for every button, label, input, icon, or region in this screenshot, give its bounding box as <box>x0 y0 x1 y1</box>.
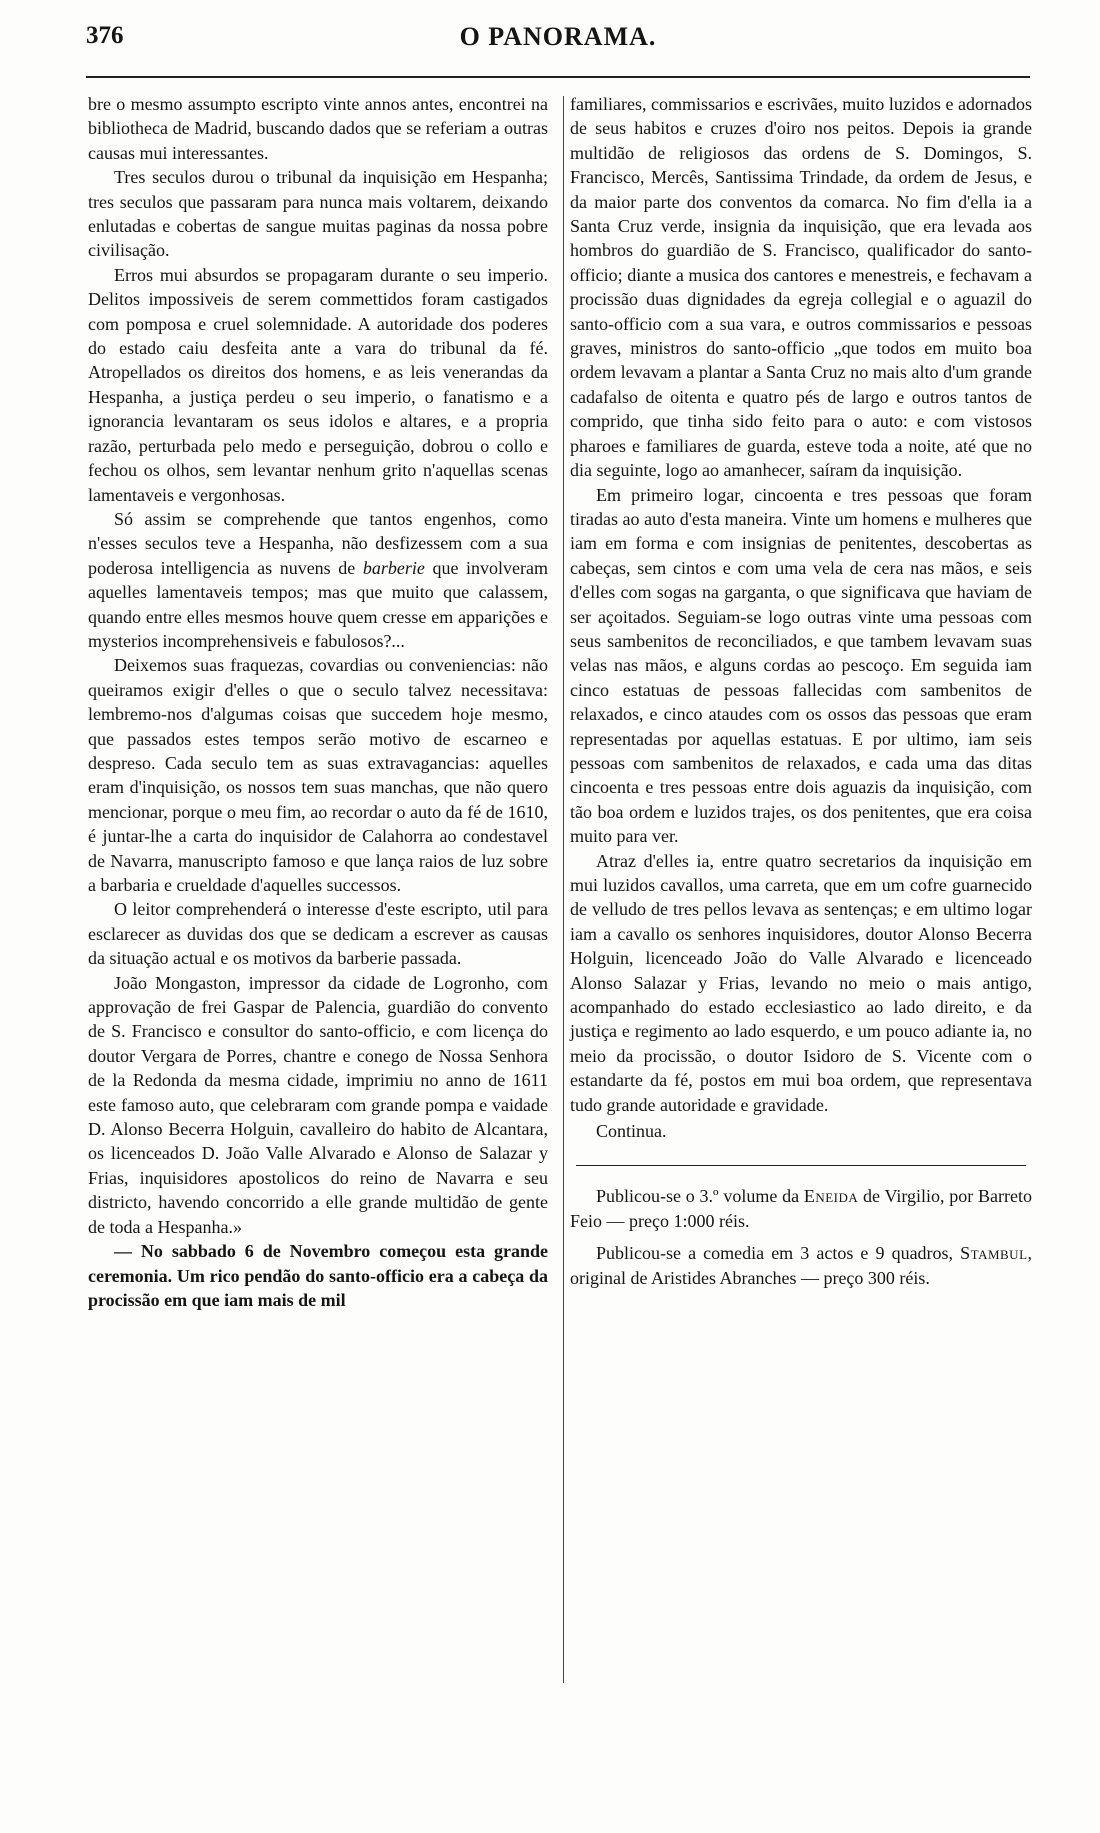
paragraph: Erros mui absurdos se propagaram durante o seu imperio. Delitos impossiveis de serem commettidos foram castigados com pomposa e cruel solemnidade. A autoridade dos poderes do estado caiu desfeita ante a vara do tribunal da fé. Atropellados os direitos dos homens, e as leis venerandas da Hespanha, a justiça perdeu o seu imperio, o fanatismo e a ignorancia levantaram os seus idolos e altares, e a propria razão, perturbada pelo medo e perseguição, dobrou o collo e fechou os olhos, sem levantar nenhum grito n'aquellas scenas lamentaveis e vergonhosas. <box>88 264 548 505</box>
paragraph: Em primeiro logar, cincoenta e tres pessoas que foram tiradas ao auto d'esta maneira. Vinte um homens e mulheres que iam em forma e com insignias de penitentes, descobertas as cabeças, sem cintos e com uma vela de cera nas mãos, e seis d'elles com sogas na garganta, o que significava que haviam de ser açoitados. Seguiam-se logo outras vinte uma pessoas com seus sambenitos de reconciliados, e que tambem levavam suas velas nas mãos, e alguns cordas ao pescoço. Em seguida iam cinco estatuas de pessoas fallecidas com sambenitos de relaxados, e cinco ataudes com os ossos das pessoas que eram representadas por aquellas estatuas. E por ultimo, iam seis pessoas com sambenitos de relaxados, e cada uma das ditas cincoenta e tres pessoas entre dois aguazis da inquisição, com tão boa ordem e luzidos trajes, os dos penitentes, que era coisa muito para ver. <box>570 484 1032 847</box>
italic-word: barberie <box>362 557 425 578</box>
paragraph: bre o mesmo assumpto escripto vinte annos antes, encontrei na bibliotheca de Madrid, buscando dados que se referiam a outras causas mui interessantes. <box>88 94 548 163</box>
paragraph <box>88 507 548 653</box>
continua-label: Continua. <box>596 1121 667 1142</box>
text-run: Só assim se comprehende que tantos engenhos, como n'esses seculos teve a Hespanha, não desfizessem com a sua poderosa intelligencia as nuvens de <box>88 508 548 578</box>
column-divider <box>563 96 564 1683</box>
paragraph: O leitor comprehenderá o interesse d'este escripto, util para esclarecer as duvidas dos que se dedicam a escrever as causas da situação actual e os motivos da barberie passada. <box>88 899 548 969</box>
play-title: Stambul <box>960 1243 1028 1264</box>
left-column <box>88 92 548 1312</box>
paragraph: Deixemos suas fraquezas, covardias ou conveniencias: não queiramos exigir d'elles o que o seculo talvez necessitava: lembremo-nos d'algumas coisas que succedem hoje mesmo, que passados estes tempos serão motivo de escarneo e despreso. Cada seculo tem as suas extravagancias: aquelles eram d'inquisição, os nossos tem suas manchas, que não quero mencionar, porque o meu fim, ao recordar o auto da fé de 1610, é juntar-lhe a carta do inquisidor de Calahorra ao condestavel de Navarra, manuscripto famoso e que lança raios de luz sobre a barbaria e crueldade d'aquelles successos. <box>88 655 548 895</box>
text-run: Publicou-se o 3.º volume da <box>596 1186 800 1207</box>
notice-eneida <box>570 1184 1032 1233</box>
running-title: O PANORAMA. <box>459 22 657 51</box>
text-run: Publicou-se a comedia em 3 actos e 9 quadros, <box>596 1243 954 1264</box>
page-header <box>86 22 1030 62</box>
section-rule <box>576 1165 1026 1166</box>
right-column <box>570 92 1032 1298</box>
text-run: que involveram aquelles lamentaveis tempos; mas que muito que calassem, quando entre elles mesmos houve quem cresse em apparições e mysterios incomprehensiveis e fabulosos?... <box>88 557 549 651</box>
paragraph: João Mongaston, impressor da cidade de Logronho, com approvação de frei Gaspar de Palencia, guardião do convento de S. Francisco e consultor do santo-officio, e com licença do doutor Vergara de Porres, chantre e conego de Nossa Senhora de la Redonda da mesma cidade, imprimiu no anno de 1611 este famoso auto, que celebraram com grande pompa e vaidade D. Alonso Becerra Holguin, cavalleiro do habito de Alcantara, os licenceados D. João Valle Alvarado e Alonso de Salazar y Frias, inquisidores apostolicos do reino de Navarra e seu districto, havendo concorrido a elle grande multidão de gente de toda a Hespanha.» <box>88 972 548 1237</box>
header-rule <box>86 76 1030 78</box>
paragraph: familiares, commissarios e escrivães, muito luzidos e adornados de seus habitos e cruzes d'oiro nos peitos. Depois ia grande multidão de religiosos das ordens de S. Domingos, S. Francisco, Mercês, Santissima Trindade, da ordem de Jesus, e da maior parte dos conventos da comarca. No fim d'ella ia a Santa Cruz verde, insignia da inquisição, que era levada aos hombros do guardião de S. Francisco, qualificador do santo-officio; diante a musica dos cantores e menestreis, e fechavam a procissão duas dignidades da egreja collegial e o aguazil do santo-officio com a sua vara, e outros commissarios e pessoas graves, ministros do santo-officio „que todos em muito boa ordem levavam a plantar a Santa Cruz no mais alto d'um grande cadafalso de oitenta e quatro pés de largo e outros tantos de comprido, que tinha sido feito para o auto: e com vistosos pharoes e familiares de guarda, esteve toda a noite, até que no dia seguinte, logo ao amanhecer, saíram da inquisição. <box>570 94 1032 481</box>
paragraph: — No sabbado 6 de Novembro começou esta grande ceremonia. Um rico pendão do santo-officio era a cabeça da procissão em que iam mais de mil <box>88 1241 548 1310</box>
text-run: , original de Aristides Abranches — preço 300 réis. <box>570 1243 1033 1288</box>
notice-stambul <box>570 1241 1032 1290</box>
page-number: 376 <box>86 22 124 49</box>
paragraph: Atraz d'elles ia, entre quatro secretarios da inquisição em mui luzidos cavallos, uma carreta, que em um cofre guarnecido de velludo de tres pellos levava as sentenças; e em ultimo logar iam a cavallo os senhores inquisidores, doutor Alonso Becerra Holguin, licenceado João do Valle Alvarado e licenceado Alonso Salazar y Frias, levando no meio o mais antigo, acompanhado do estado ecclesiastico ao lado direito, e da justiça e regimento ao lado esquerdo, e um pouco adiante ia, no meio da procissão, o doutor Isidoro de S. Vicente com o estandarte da fé, postos em mui boa ordem, que representava tudo grande autoridade e gravidade. <box>570 850 1032 1115</box>
text-run: de Virgilio, por Barreto Feio — preço 1:000 réis. <box>570 1186 1033 1231</box>
paragraph: Tres seculos durou o tribunal da inquisição em Hespanha; tres seculos que passaram para nunca mais voltarem, deixando enlutadas e cobertas de sangue muitas paginas da nossa pobre civilisação. <box>88 167 548 261</box>
book-title: Eneida <box>803 1186 859 1207</box>
